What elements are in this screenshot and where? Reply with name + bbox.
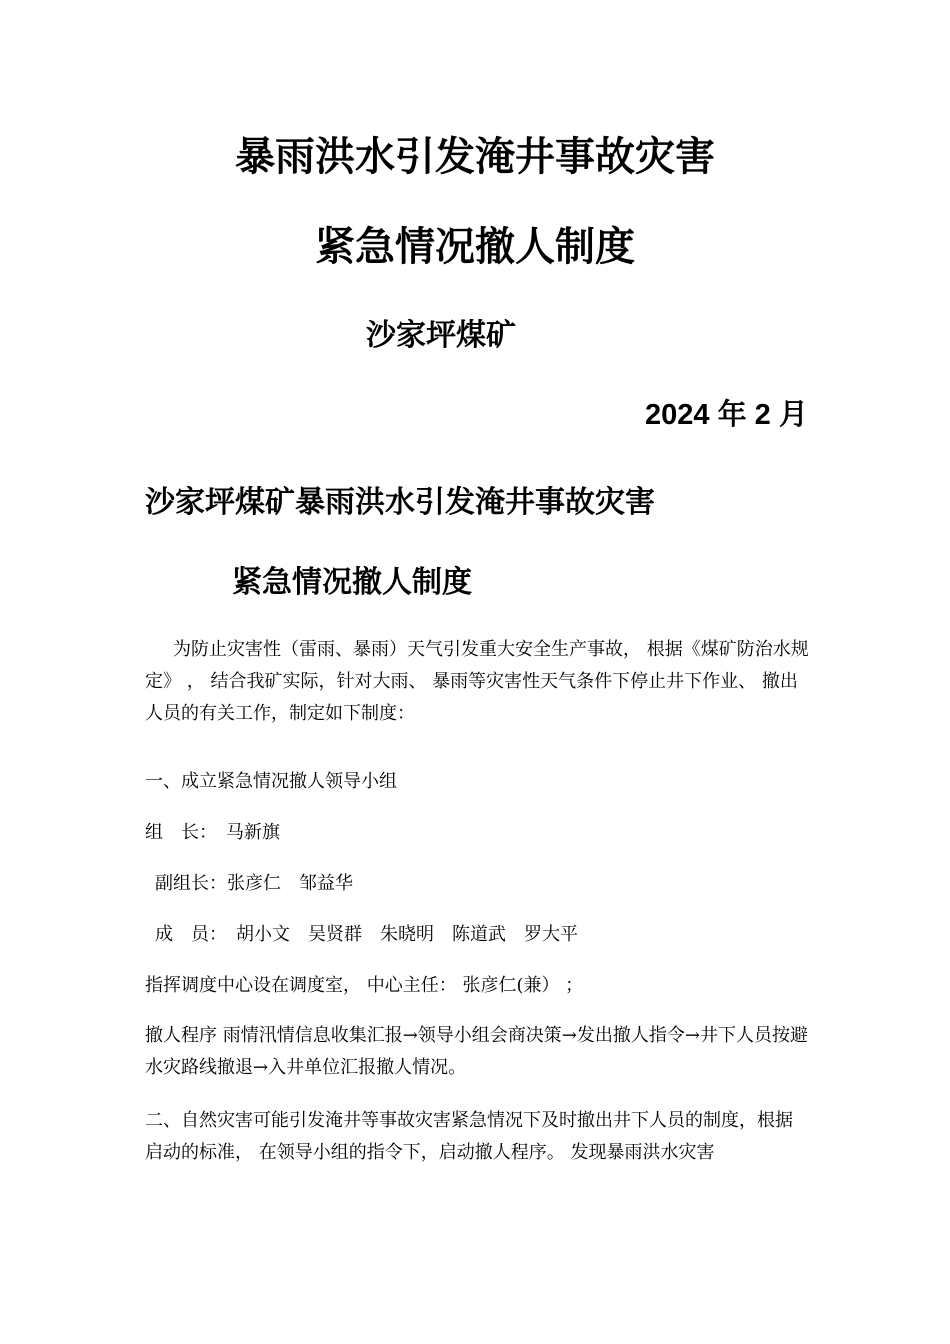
cover-title-line1: 暴雨洪水引发淹井事故灾害 [235,134,715,180]
company-name: 沙家坪煤矿 [366,318,516,353]
command-center-line: 指挥调度中心设在调度室， 中心主任： 张彦仁(兼） ； [145,975,584,996]
document-date: 2024 年 2 月 [645,399,808,431]
deputy-line: 副组长：张彦仁 邹益华 [155,873,353,894]
section1-title: 一、成立紧急情况撤人领导小组 [145,771,397,792]
section2-paragraph: 二、自然灾害可能引发淹井等事故灾害紧急情况下及时撤出井下人员的制度，根据启动的标准， 在领导小组的指令下，启动撤人程序。 发现暴雨洪水灾害 [145,1110,793,1163]
document-heading-line2: 紧急情况撤人制度 [232,565,472,600]
document-heading-line1: 沙家坪煤矿暴雨洪水引发淹井事故灾害 [145,485,655,520]
cover-title-line2: 紧急情况撤人制度 [315,224,635,270]
members-line: 成 员： 胡小文 吴贤群 朱晓明 陈道武 罗大平 [155,924,578,945]
leader-line: 组 长： 马新旗 [145,822,280,843]
evacuation-procedure: 撤人程序 雨情汛情信息收集汇报→领导小组会商决策→发出撤人指令→井下人员按避水灾路线撤退→入井单位汇报撤人情况。 [145,1025,808,1078]
intro-paragraph: 为防止灾害性（雷雨、暴雨）天气引发重大安全生产事故， 根据《煤矿防治水规定》 ， 结合我矿实际，针对大雨、 暴雨等灾害性天气条件下停止井下作业、 撤出人员的有关工作，制定如下制度： [145,639,809,724]
